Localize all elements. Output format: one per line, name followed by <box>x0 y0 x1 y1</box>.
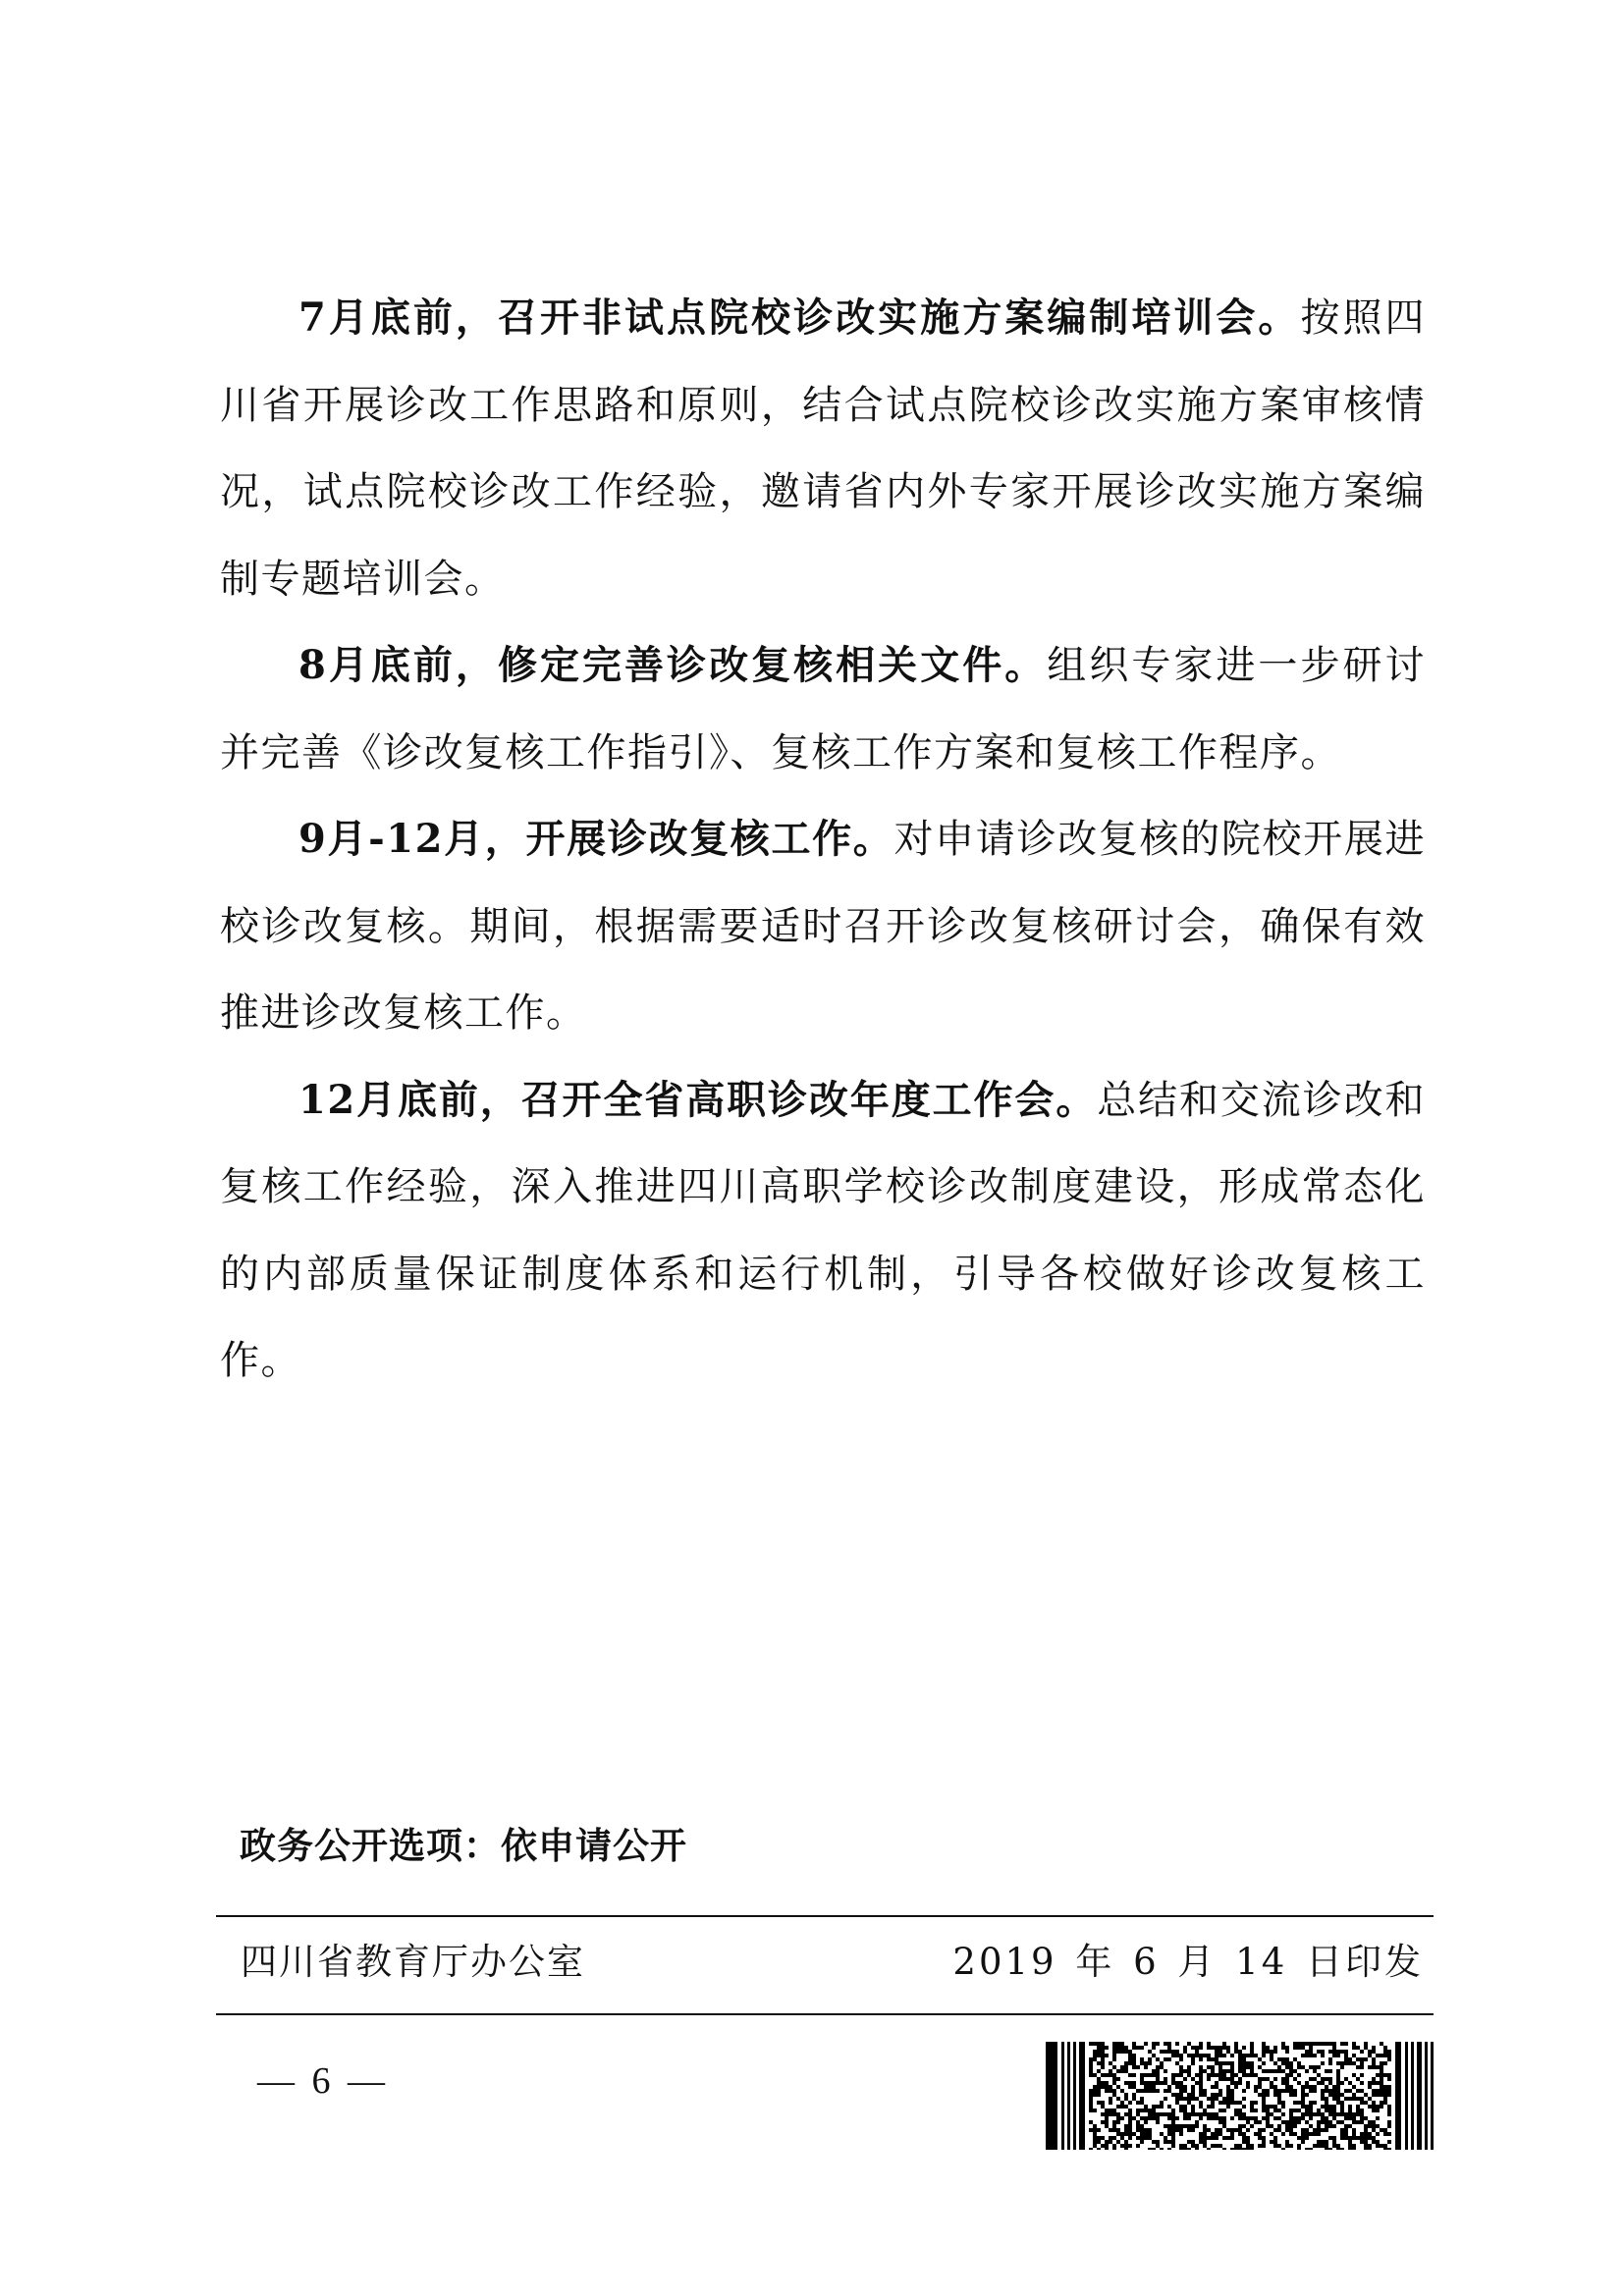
pdf417-barcode-icon <box>1046 2042 1434 2150</box>
page-number: — 6 — <box>257 2060 389 2102</box>
document-body <box>220 275 1426 1405</box>
paragraph-heading: 8月底前，修定完善诊改复核相关文件。 <box>298 642 1048 688</box>
paragraph-heading: 9月-12月，开展诊改复核工作。 <box>298 816 894 862</box>
paragraph-text: 总结和交流诊改和复核工作经验，深入推进四川高职学校诊改制度建设，形成常态化的内部质量保证制度体系和运行机制，引导各校做好诊改复核工作。 <box>220 1077 1426 1383</box>
paragraph-december <box>220 1057 1426 1405</box>
barcode-start-pattern <box>1046 2042 1085 2150</box>
disclosure-option: 政务公开选项：依申请公开 <box>240 1825 687 1867</box>
paragraph-text: 组织专家进一步研讨并完善《诊改复核工作指引》、复核工作方案和复核工作程序。 <box>220 643 1426 775</box>
issuer: 四川省教育厅办公室 <box>241 1941 585 1983</box>
paragraph-text: 对申请诊改复核的院校开展进校诊改复核。期间，根据需要适时召开诊改复核研讨会，确保有效推进诊改复核工作。 <box>220 817 1426 1036</box>
barcode-stop-pattern <box>1395 2042 1434 2150</box>
paragraph-august <box>220 622 1426 796</box>
paragraph-july <box>220 275 1426 622</box>
issue-date: 2019 年 6 月 14 日印发 <box>952 1941 1424 1983</box>
paragraph-heading: 7月底前，召开非试点院校诊改实施方案编制培训会。 <box>298 294 1301 341</box>
footer-rule-bottom <box>216 2013 1434 2015</box>
paragraph-text: 按照四川省开展诊改工作思路和原则，结合试点院校诊改实施方案审核情况，试点院校诊改工作经验，邀请省内外专家开展诊改实施方案编制专题培训会。 <box>220 295 1426 602</box>
paragraph-september-december <box>220 796 1426 1057</box>
paragraph-heading: 12月底前，召开全省高职诊改年度工作会。 <box>298 1076 1098 1123</box>
footer-rule-top <box>216 1915 1434 1917</box>
barcode-data-pattern <box>1089 2042 1391 2150</box>
